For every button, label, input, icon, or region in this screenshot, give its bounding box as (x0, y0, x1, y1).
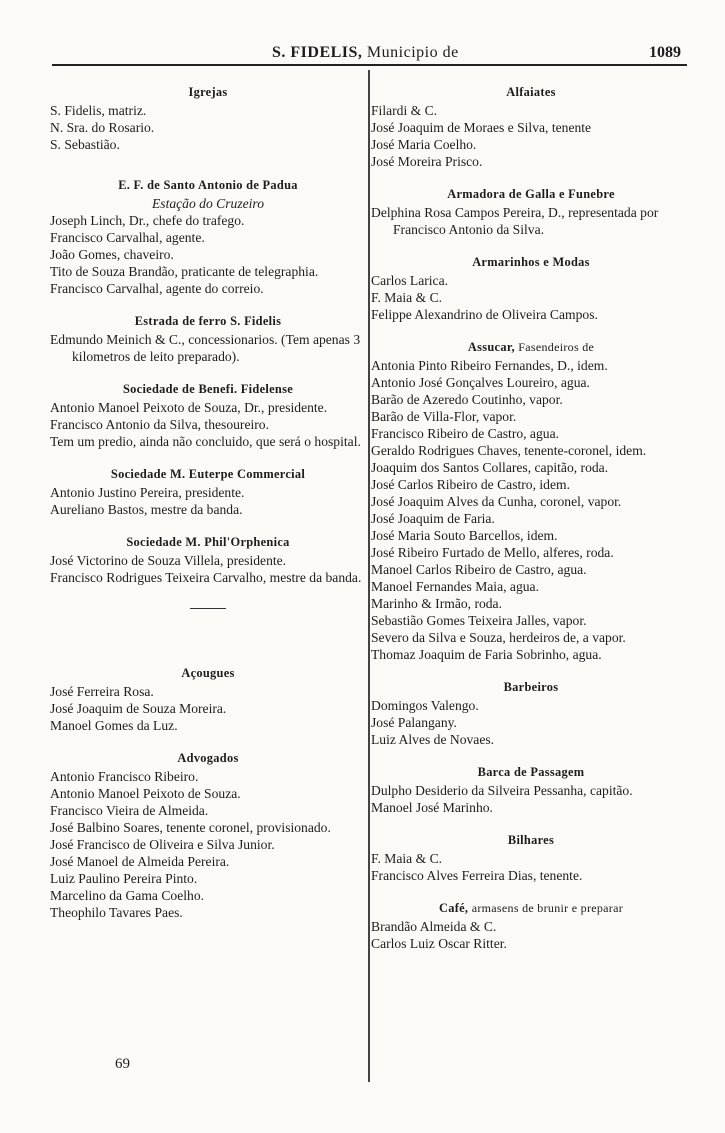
list-item: Joaquim dos Santos Collares, capitão, roda. (371, 460, 609, 475)
list-item: Manoel Gomes da Luz. (50, 718, 178, 733)
list-item: Barão de Azeredo Coutinho, vapor. (371, 392, 563, 407)
list-item: Severo da Silva e Souza, herdeiros de, a vapor. (371, 630, 626, 645)
left-column (50, 84, 366, 937)
list-item: Francisco Vieira de Almeida. (50, 803, 209, 818)
list-item: S. Fidelis, matriz. (50, 103, 147, 118)
section-assucar (371, 339, 691, 663)
list-item: Antonio Manoel Peixoto de Souza, Dr., presidente. (50, 400, 328, 415)
section-cafe (371, 900, 691, 952)
list-item: José Balbino Soares, tenente coronel, provisionado. (50, 820, 331, 835)
list-item: Barão de Villa-Flor, vapor. (371, 409, 517, 424)
list-item: Filardi & C. (371, 103, 438, 118)
list-item: José Ferreira Rosa. (50, 684, 154, 699)
right-column (371, 84, 691, 968)
section-title: Açougues (181, 666, 235, 680)
section-title: Armarinhos e Modas (472, 255, 590, 269)
list-item: Francisco Alves Ferreira Dias, tenente. (371, 868, 583, 883)
list-item: N. Sra. do Rosario. (50, 120, 155, 135)
list-item: Carlos Luiz Oscar Ritter. (371, 936, 507, 951)
list-item: Theophilo Tavares Paes. (50, 905, 183, 920)
section-title: Armadora de Galla e Funebre (447, 187, 615, 201)
list-item: Antonio José Gonçalves Loureiro, agua. (371, 375, 590, 390)
section-advogados (50, 750, 366, 921)
column-divider (368, 70, 370, 1082)
list-item: Carlos Larica. (371, 273, 448, 288)
page-signature-mark: 69 (115, 1056, 130, 1072)
page-number: 1089 (649, 44, 681, 61)
list-item: Francisco Carvalhal, agente. (50, 230, 205, 245)
list-item: Domingos Valengo. (371, 698, 479, 713)
list-item: Joseph Linch, Dr., chefe do trafego. (50, 213, 245, 228)
list-item: José Maria Souto Barcellos, idem. (371, 528, 558, 543)
section-ef-santo-antonio (50, 177, 366, 297)
list-item: José Moreira Prisco. (371, 154, 483, 169)
list-item: José Ribeiro Furtado de Mello, alferes, roda. (371, 545, 614, 560)
list-item: João Gomes, chaveiro. (50, 247, 174, 262)
list-item: José Palangany. (371, 715, 457, 730)
section-estrada-ferro (50, 313, 366, 365)
section-note: Fasendeiros de (518, 340, 595, 354)
running-title: S. FIDELIS, Municipio de (272, 44, 459, 61)
section-title: Barca de Passagem (477, 765, 585, 779)
list-item: Thomaz Joaquim de Faria Sobrinho, agua. (371, 647, 602, 662)
list-item: Tem um predio, ainda não concluido, que será o hospital. (50, 434, 361, 449)
section-title: Alfaiates (506, 85, 556, 99)
list-item: Aureliano Bastos, mestre da banda. (50, 502, 243, 517)
list-item: Antonia Pinto Ribeiro Fernandes, D., idem. (371, 358, 608, 373)
list-item: Manoel José Marinho. (371, 800, 493, 815)
list-item: F. Maia & C. (371, 851, 443, 866)
list-item: Felippe Alexandrino de Oliveira Campos. (371, 307, 598, 322)
list-item: Manoel Carlos Ribeiro de Castro, agua. (371, 562, 587, 577)
section-title: Igrejas (188, 85, 228, 99)
list-item: José Joaquim de Souza Moreira. (50, 701, 227, 716)
section-acougues (50, 665, 366, 734)
list-item: Antonio Francisco Ribeiro. (50, 769, 199, 784)
list-item: Edmundo Meinich & C., concessionarios. (Tem apenas 3 kilometros de leito preparado). (50, 332, 361, 364)
list-item: Brandão Almeida & C. (371, 919, 497, 934)
list-item: Antonio Justino Pereira, presidente. (50, 485, 245, 500)
list-item: Francisco Carvalhal, agente do correio. (50, 281, 264, 296)
section-title: Advogados (177, 751, 239, 765)
section-title: Bilhares (507, 833, 555, 847)
list-item: Geraldo Rodrigues Chaves, tenente-coronel, idem. (371, 443, 647, 458)
section-philorphenica (50, 534, 366, 586)
list-item: Dulpho Desiderio da Silveira Pessanha, capitão. (371, 783, 633, 798)
list-item: Sebastião Gomes Teixeira Jalles, vapor. (371, 613, 587, 628)
section-title: Assucar, Fasendeiros de (467, 340, 595, 354)
list-item: S. Sebastião. (50, 137, 120, 152)
list-item: Francisco Ribeiro de Castro, agua. (371, 426, 559, 441)
section-note: armasens de brunir e preparar (471, 901, 624, 915)
list-item: José Manoel de Almeida Pereira. (50, 854, 230, 869)
list-item: Manoel Fernandes Maia, agua. (371, 579, 539, 594)
list-item: F. Maia & C. (371, 290, 443, 305)
page-header (52, 42, 687, 66)
list-item: Antonio Manoel Peixoto de Souza. (50, 786, 241, 801)
section-title: Sociedade M. Euterpe Commercial (110, 467, 306, 481)
section-armarinhos (371, 254, 691, 323)
section-armadora (371, 186, 691, 238)
list-item: José Maria Coelho. (371, 137, 477, 152)
section-rule (190, 608, 226, 609)
list-item: José Victorino de Souza Villela, presidente. (50, 553, 287, 568)
list-item: José Carlos Ribeiro de Castro, idem. (371, 477, 570, 492)
list-item: Marinho & Irmão, roda. (371, 596, 502, 611)
section-bilhares (371, 832, 691, 884)
list-item: Francisco Antonio da Silva, thesoureiro. (50, 417, 269, 432)
section-title: Sociedade M. Phil'Orphenica (126, 535, 290, 549)
list-item: Tito de Souza Brandão, praticante de telegraphia. (50, 264, 319, 279)
list-item: José Francisco de Oliveira e Silva Junior. (50, 837, 275, 852)
section-alfaiates (371, 84, 691, 170)
list-item: José Joaquim Alves da Cunha, coronel, vapor. (371, 494, 622, 509)
section-barca (371, 764, 691, 816)
section-title: Barbeiros (503, 680, 559, 694)
list-item: José Joaquim de Moraes e Silva, tenente (371, 120, 592, 135)
list-item: Luiz Paulino Pereira Pinto. (50, 871, 198, 886)
list-item: Francisco Rodrigues Teixeira Carvalho, mestre da banda. (50, 570, 362, 585)
section-euterpe (50, 466, 366, 518)
list-item: Delphina Rosa Campos Pereira, D., representada por Francisco Antonio da Silva. (371, 205, 659, 237)
list-item: Luiz Alves de Novaes. (371, 732, 495, 747)
list-item: José Joaquim de Faria. (371, 511, 495, 526)
section-title: Estrada de ferro S. Fidelis (134, 314, 282, 328)
section-igrejas (50, 84, 366, 153)
section-title: Sociedade de Benefi. Fidelense (122, 382, 294, 396)
section-barbeiros (371, 679, 691, 748)
list-item: Marcelino da Gama Coelho. (50, 888, 205, 903)
section-sociedade-beneficente (50, 381, 366, 450)
section-subtitle: Estação do Cruzeiro (151, 196, 265, 211)
section-title: Café, armasens de brunir e preparar (438, 901, 624, 915)
section-title: E. F. de Santo Antonio de Padua (118, 178, 298, 192)
